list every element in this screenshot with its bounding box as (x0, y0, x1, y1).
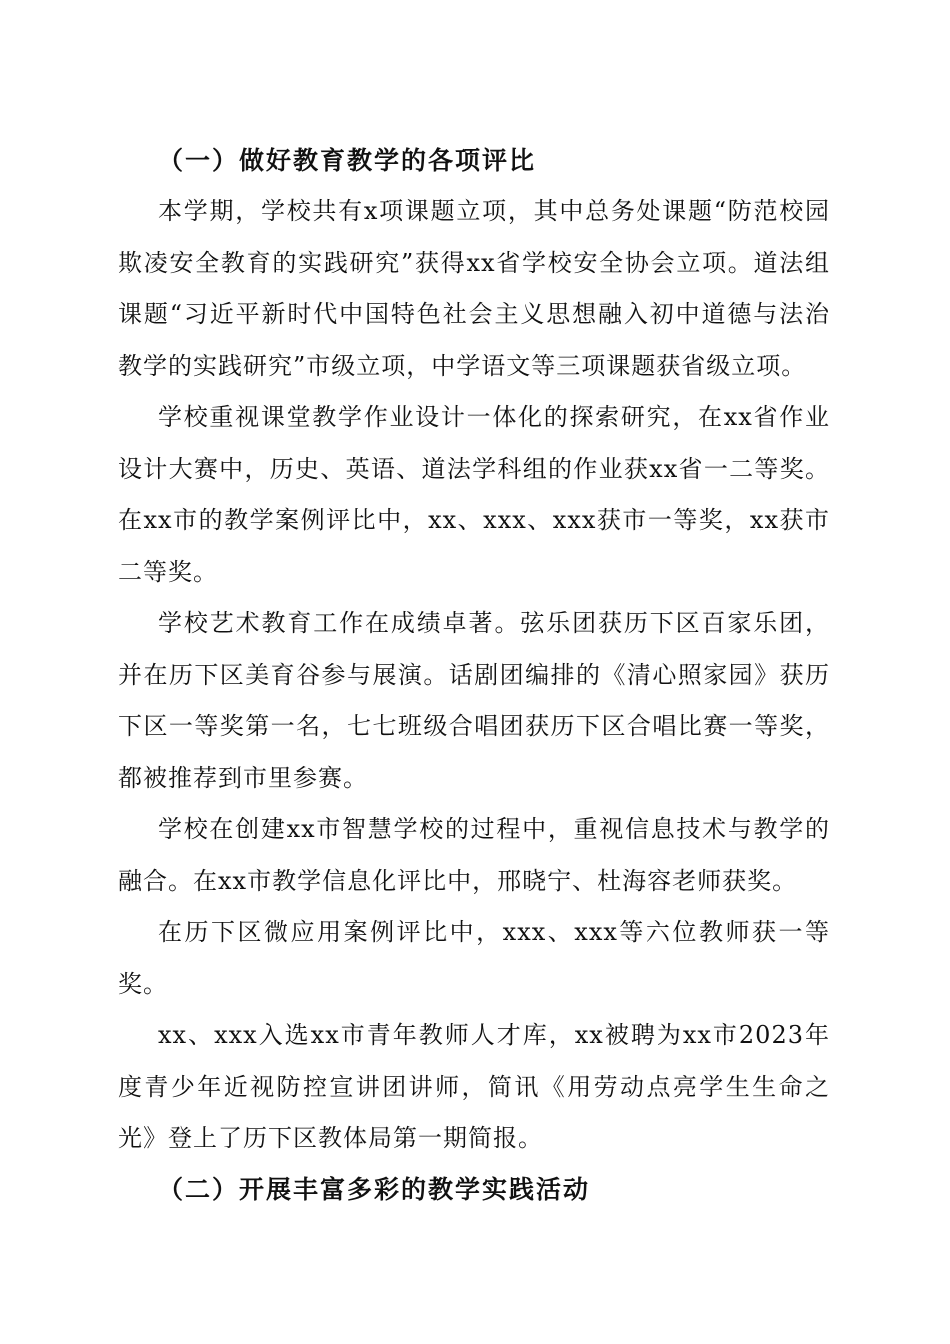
section-heading-2: （二）开展丰富多彩的教学实践活动 (158, 1174, 591, 1204)
paragraph-homework-design: 学校重视课堂教学作业设计一体化的探索研究，在xx省作业设计大赛中，历史、英语、道法学科组的作业获xx省一二等奖。在xx市的教学案例评比中，xx、xxx、xxx获市一等奖，xx获市二等奖。 (118, 403, 830, 586)
paragraph-research-projects: 本学期，学校共有x项课题立项，其中总务处课题“防范校园欺凌安全教育的实践研究”获得xx省学校安全协会立项。道法组课题“习近平新时代中国特色社会主义思想融入初中道德与法治教学的实践研究”市级立项，中学语文等三项课题获省级立项。 (118, 197, 830, 380)
paragraph-smart-school: 学校在创建xx市智慧学校的过程中，重视信息技术与教学的融合。在xx市教学信息化评比中，邢晓宁、杜海容老师获奖。 (118, 815, 830, 895)
paragraph-young-teachers: xx、xxx入选xx市青年教师人才库，xx被聘为xx市2023年度青少年近视防控宣讲团讲师，简讯《用劳动点亮学生生命之光》登上了历下区教体局第一期简报。 (118, 1021, 830, 1152)
paragraph-micro-application: 在历下区微应用案例评比中，xxx、xxx等六位教师获一等奖。 (118, 918, 830, 998)
paragraph-arts-education: 学校艺术教育工作在成绩卓著。弦乐团获历下区百家乐团，并在历下区美育谷参与展演。话剧团编排的《清心照家园》获历下区一等奖第一名，七七班级合唱团获历下区合唱比赛一等奖，都被推荐到市里参赛。 (118, 609, 830, 792)
section-heading-1: （一）做好教育教学的各项评比 (158, 146, 537, 175)
document-body (118, 136, 830, 1215)
